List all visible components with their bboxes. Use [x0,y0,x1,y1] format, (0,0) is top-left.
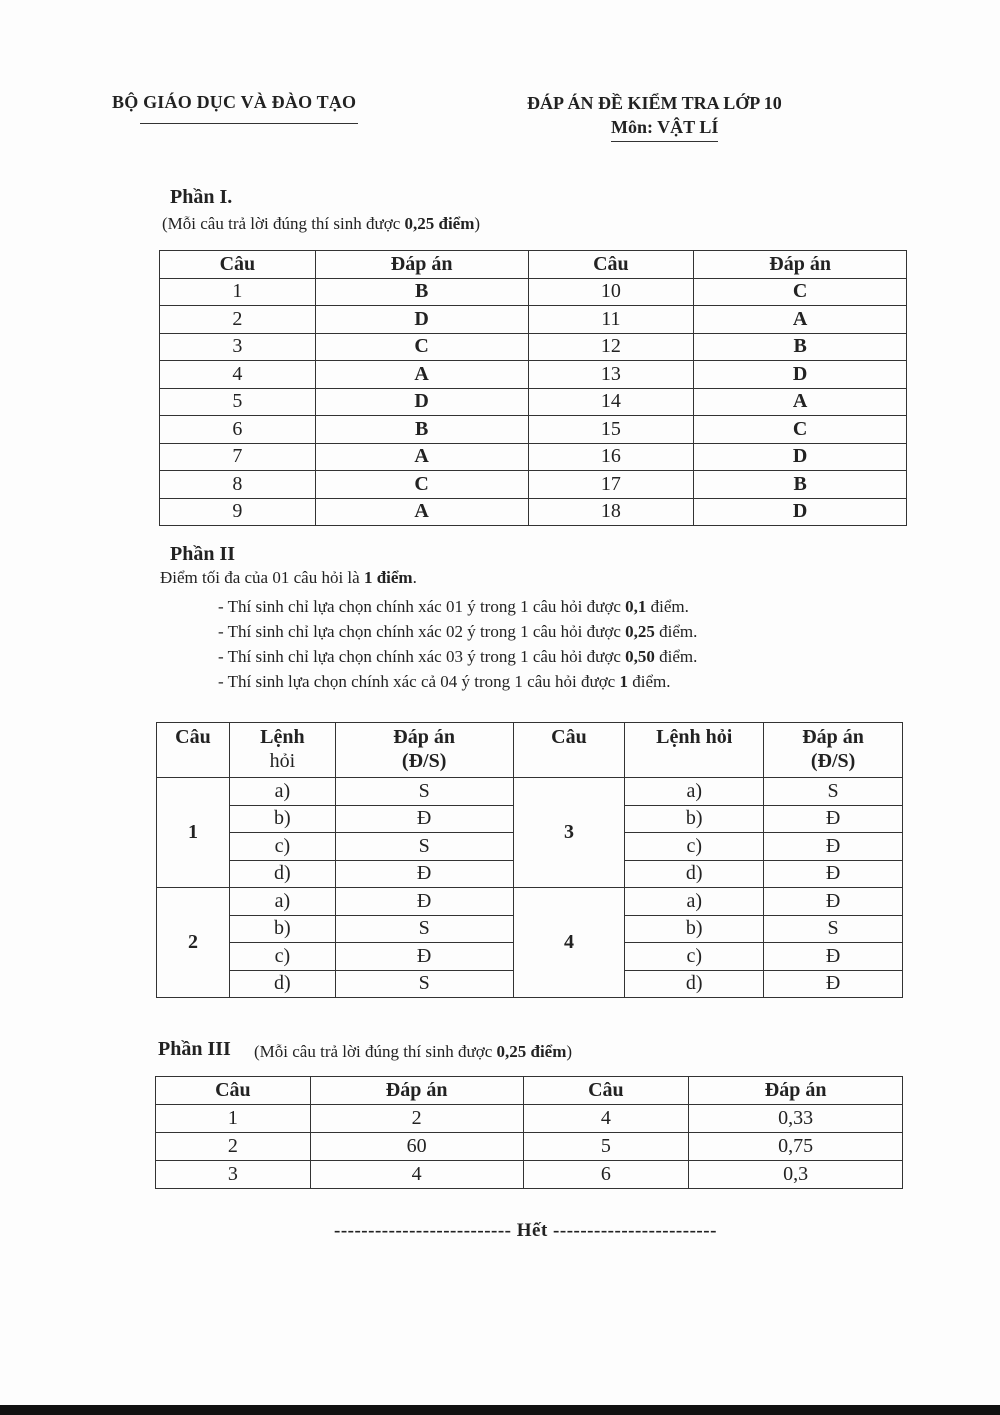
answer-cell: C [694,278,907,306]
answer-cell: A [315,498,528,526]
answer-cell: A [694,388,907,416]
answer-cell: Đ [764,833,903,861]
part1-heading: Phần I. [170,186,233,208]
statement-label: d) [625,860,764,888]
question-number: 17 [528,471,694,499]
question-number: 4 [523,1105,689,1133]
col-header-cau: Câu [513,723,625,778]
statement-label: c) [229,833,335,861]
question-number: 5 [160,388,316,416]
part1-note-points: 0,25 điểm [404,214,475,233]
question-number: 7 [160,443,316,471]
question-number: 18 [528,498,694,526]
part3-heading: Phần III [158,1038,231,1060]
statement-label: d) [229,860,335,888]
answer-cell: A [315,443,528,471]
col-header-lenh-hoi: Lệnh hỏi [625,723,764,778]
answer-cell: C [315,333,528,361]
question-number: 12 [528,333,694,361]
table-row [156,1161,903,1189]
answer-cell: Đ [335,805,513,833]
statement-label: a) [229,888,335,916]
statement-label: c) [229,943,335,971]
answer-cell: Đ [764,888,903,916]
question-number: 1 [157,778,230,888]
question-number: 2 [156,1133,311,1161]
answer-cell: Đ [335,860,513,888]
part3-note [254,1042,572,1062]
answer-cell: D [315,306,528,334]
answer-cell: S [764,915,903,943]
statement-label: a) [229,778,335,806]
table-row [157,778,903,806]
part3-note-close: ) [566,1042,573,1061]
col-header-dap-an: Đáp án [689,1077,903,1105]
table-row [160,416,907,444]
rule-item: - Thí sinh chỉ lựa chọn chính xác 03 ý trong 1 câu hỏi được 0,50 điểm. [218,647,698,666]
answer-cell: D [694,498,907,526]
question-number: 6 [160,416,316,444]
answer-cell: S [335,833,513,861]
table-row [156,1133,903,1161]
statement-label: a) [625,778,764,806]
answer-cell: D [315,388,528,416]
statement-label: c) [625,943,764,971]
answer-cell: B [315,416,528,444]
statement-label: d) [625,970,764,998]
answer-cell: S [335,970,513,998]
answer-cell: A [315,361,528,389]
question-number: 8 [160,471,316,499]
col-header-cau: Câu [157,723,230,778]
question-number: 11 [528,306,694,334]
answer-cell: 60 [310,1133,523,1161]
col-header-dap-an: Đáp án (Đ/S) [764,723,903,778]
answer-cell: S [335,915,513,943]
part3-answer-table [155,1076,903,1189]
table-row [160,443,907,471]
rule-item: - Thí sinh chỉ lựa chọn chính xác 02 ý trong 1 câu hỏi được 0,25 điểm. [218,622,698,641]
part1-note-text: (Mỗi câu trả lời đúng thí sinh được [162,214,405,233]
rule-item: - Thí sinh chỉ lựa chọn chính xác 01 ý trong 1 câu hỏi được 0,1 điểm. [218,597,689,616]
answer-cell: A [694,306,907,334]
table-row [160,278,907,306]
table-row [160,361,907,389]
scan-border [0,1405,1000,1415]
statement-label: b) [625,915,764,943]
part2-answer-table [156,722,903,998]
statement-label: c) [625,833,764,861]
answer-cell: Đ [764,943,903,971]
end-marker: -------------------------- Hết ------------------------ [334,1220,717,1241]
col-header-dap-an: Đáp án [310,1077,523,1105]
statement-label: a) [625,888,764,916]
statement-label: b) [229,805,335,833]
question-number: 5 [523,1133,689,1161]
answer-cell: D [694,361,907,389]
question-number: 3 [513,778,625,888]
rule-item: - Thí sinh lựa chọn chính xác cả 04 ý trong 1 câu hỏi được 1 điểm. [218,672,671,691]
subject-title: Môn: VẬT LÍ [611,117,718,142]
part1-note [162,214,480,234]
question-number: 1 [156,1105,311,1133]
question-number: 6 [523,1161,689,1189]
part1-note-close: ) [474,214,481,233]
question-number: 3 [156,1161,311,1189]
question-number: 14 [528,388,694,416]
part2-heading: Phần II [170,543,236,565]
question-number: 1 [160,278,316,306]
table-row [160,471,907,499]
answer-cell: Đ [335,888,513,916]
answer-cell: S [335,778,513,806]
table-row [156,1105,903,1133]
answer-cell: 4 [310,1161,523,1189]
answer-cell: Đ [764,805,903,833]
question-number: 15 [528,416,694,444]
table-row [160,388,907,416]
question-number: 4 [160,361,316,389]
question-number: 16 [528,443,694,471]
answer-cell: 2 [310,1105,523,1133]
answer-cell: 0,33 [689,1105,903,1133]
part1-header-row [160,251,907,279]
answer-cell: B [694,471,907,499]
part2-max-points: 1 điểm [363,568,413,587]
question-number: 2 [160,306,316,334]
table-row [160,498,907,526]
question-number: 4 [513,888,625,998]
answer-cell: D [694,443,907,471]
part2-max-close: . [412,568,417,587]
answer-cell: Đ [764,860,903,888]
answer-cell: Đ [764,970,903,998]
part1-answer-table [159,250,907,526]
answer-cell: C [694,416,907,444]
col-header-lenh-hoi: Lệnh hỏi [229,723,335,778]
part2-max-text: Điểm tối đa của 01 câu hỏi là [160,568,364,587]
part3-note-points: 0,25 điểm [496,1042,567,1061]
statement-label: b) [625,805,764,833]
col-header-cau: Câu [528,251,694,279]
col-header-cau: Câu [156,1077,311,1105]
col-header-dap-an: Đáp án [694,251,907,279]
question-number: 9 [160,498,316,526]
part3-header-row [156,1077,903,1105]
answer-cell: B [315,278,528,306]
answer-cell: 0,3 [689,1161,903,1189]
answer-cell: S [764,778,903,806]
col-header-cau: Câu [523,1077,689,1105]
part2-rules [218,594,697,694]
answer-cell: Đ [335,943,513,971]
answer-cell: 0,75 [689,1133,903,1161]
part2-header-row [157,723,903,778]
table-row [160,306,907,334]
part2-max-score [160,568,417,588]
col-header-dap-an: Đáp án (Đ/S) [335,723,513,778]
col-header-dap-an: Đáp án [315,251,528,279]
table-row [160,333,907,361]
question-number: 2 [157,888,230,998]
question-number: 13 [528,361,694,389]
ministry-name: BỘ GIÁO DỤC VÀ ĐÀO TẠO [112,92,357,112]
table-row [157,888,903,916]
answer-cell: C [315,471,528,499]
ministry-underline [140,123,358,124]
statement-label: b) [229,915,335,943]
question-number: 10 [528,278,694,306]
statement-label: d) [229,970,335,998]
question-number: 3 [160,333,316,361]
part3-note-text: (Mỗi câu trả lời đúng thí sinh được [254,1042,497,1061]
document-title: ĐÁP ÁN ĐỀ KIỂM TRA LỚP 10 [527,93,782,113]
answer-cell: B [694,333,907,361]
col-header-cau: Câu [160,251,316,279]
